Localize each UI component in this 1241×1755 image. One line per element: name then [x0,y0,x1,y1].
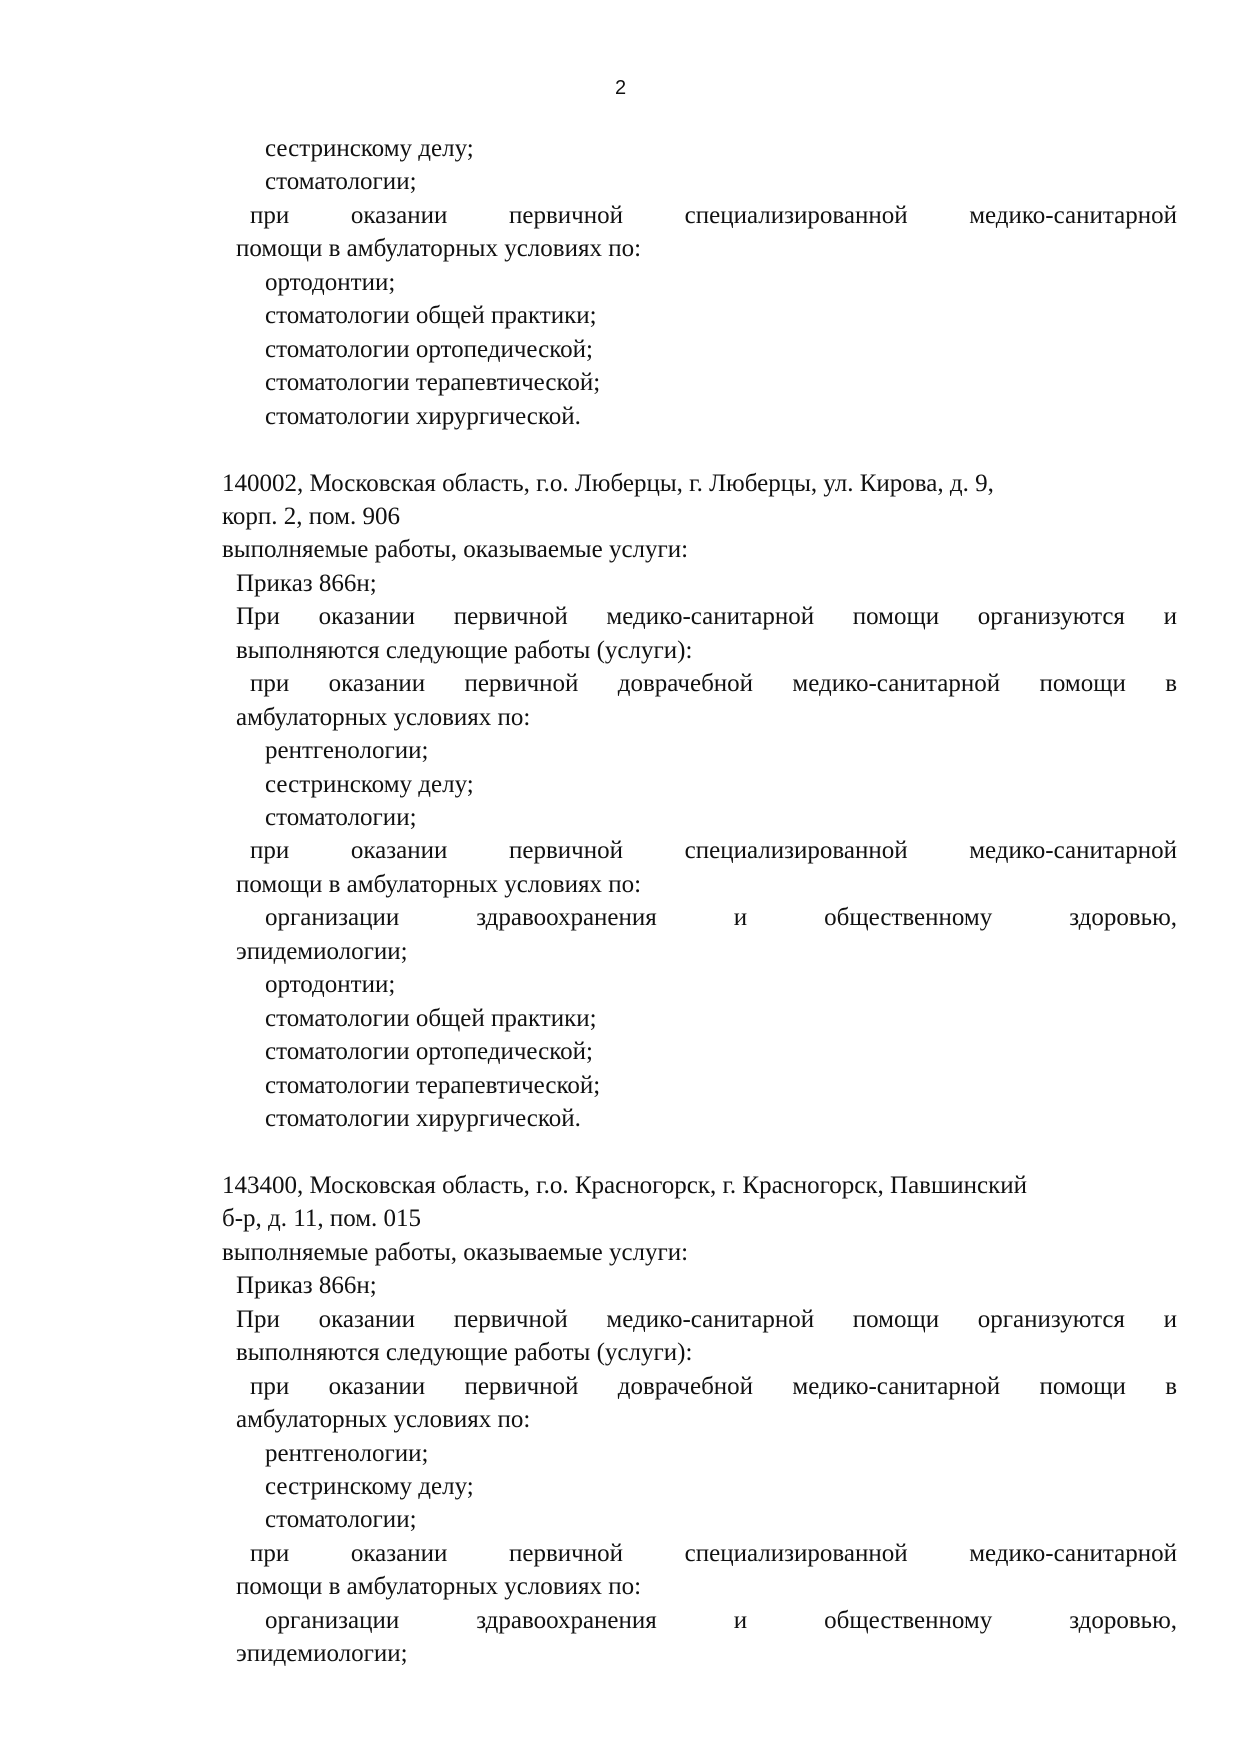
text-line: помощи в амбулаторных условиях по: [236,871,642,898]
word: первичной [464,670,579,697]
text-line [236,1303,1177,1336]
word: При [236,603,280,630]
text-line: стоматологии ортопедической; [265,1038,593,1065]
word: помощи [1039,1373,1126,1400]
text-line: стоматологии хирургической. [265,403,581,430]
text-line: 140002, Московская область, г.о. Люберцы, г. Люберцы, ул. Кирова, д. 9, [222,470,994,497]
text-line: стоматологии; [265,804,417,831]
text-line: стоматологии хирургической. [265,1105,581,1132]
text-line: стоматологии общей практики; [265,302,597,329]
word: общественному [824,904,993,931]
text-line: выполняемые работы, оказываемые услуги: [222,536,689,563]
text-line: стоматологии терапевтической; [265,1072,601,1099]
text-line [250,199,1177,232]
text-line: амбулаторных условиях по: [236,1406,531,1433]
word: в [1165,1373,1177,1400]
word: здоровью, [1069,904,1177,931]
text-line: сестринскому делу; [265,1473,474,1500]
word: оказании [350,1540,448,1567]
word: при [250,670,290,697]
text-line: выполняются следующие работы (услуги): [236,637,693,664]
text-line [250,1537,1177,1570]
word: оказании [318,1306,416,1333]
word: медико-санитарной [969,837,1177,864]
word: и [733,904,748,931]
word: медико-санитарной [606,603,815,630]
text-line: рентгенологии; [265,1440,429,1467]
text-line [265,901,1177,934]
word: медико-санитарной [969,1540,1177,1567]
text-line: б-р, д. 11, пом. 015 [222,1205,422,1232]
word: оказании [328,670,426,697]
text-line: корп. 2, пом. 906 [222,503,400,530]
text-line [250,834,1177,867]
text-line: ортодонтии; [265,971,396,998]
word: оказании [350,202,448,229]
word: специализированной [684,837,908,864]
word: медико-санитарной [606,1306,815,1333]
text-line: 143400, Московская область, г.о. Красногорск, г. Красногорск, Павшинский [222,1172,1027,1199]
text-line: Приказ 866н; [236,1272,377,1299]
word: оказании [318,603,416,630]
word: первичной [509,202,623,229]
word: организуются [977,1306,1125,1333]
word: медико-санитарной [969,202,1177,229]
word: организации [265,1607,400,1634]
text-line: ортодонтии; [265,269,396,296]
text-line [250,667,1177,700]
text-line: стоматологии ортопедической; [265,336,593,363]
text-line: стоматологии терапевтической; [265,369,601,396]
word: и [1163,1306,1177,1333]
word: первичной [453,603,568,630]
word: здравоохранения [476,904,657,931]
word: здоровью, [1069,1607,1177,1634]
word: при [250,1540,290,1567]
text-line: выполняются следующие работы (услуги): [236,1339,693,1366]
text-line: выполняемые работы, оказываемые услуги: [222,1239,689,1266]
word: при [250,1373,290,1400]
text-line: эпидемиологии; [236,938,408,965]
word: специализированной [684,202,908,229]
word: специализированной [684,1540,908,1567]
word: медико-санитарной [792,670,1001,697]
word: и [1163,603,1177,630]
text-line: эпидемиологии; [236,1640,408,1667]
word: при [250,202,290,229]
word: доврачебной [617,1373,754,1400]
text-line: сестринскому делу; [265,135,474,162]
page-number: 2 [614,77,627,99]
word: доврачебной [617,670,754,697]
text-line: сестринскому делу; [265,771,474,798]
text-line: рентгенологии; [265,737,429,764]
text-line [250,1370,1177,1403]
text-line [265,1604,1177,1637]
text-line: помощи в амбулаторных условиях по: [236,1573,642,1600]
text-line: стоматологии; [265,1506,417,1533]
word: оказании [350,837,448,864]
word: первичной [509,1540,623,1567]
word: первичной [453,1306,568,1333]
word: организуются [977,603,1125,630]
word: помощи [1039,670,1126,697]
word: оказании [328,1373,426,1400]
word: первичной [509,837,623,864]
word: в [1165,670,1177,697]
word: организации [265,904,400,931]
word: помощи [852,603,940,630]
word: первичной [464,1373,579,1400]
word: здравоохранения [476,1607,657,1634]
text-line: стоматологии общей практики; [265,1005,597,1032]
text-line: стоматологии; [265,168,417,195]
text-line: Приказ 866н; [236,570,377,597]
word: помощи [852,1306,940,1333]
word: медико-санитарной [792,1373,1001,1400]
text-line: помощи в амбулаторных условиях по: [236,235,642,262]
text-line: амбулаторных условиях по: [236,704,531,731]
word: общественному [824,1607,993,1634]
word: и [733,1607,748,1634]
text-line [236,600,1177,633]
word: при [250,837,290,864]
word: При [236,1306,280,1333]
